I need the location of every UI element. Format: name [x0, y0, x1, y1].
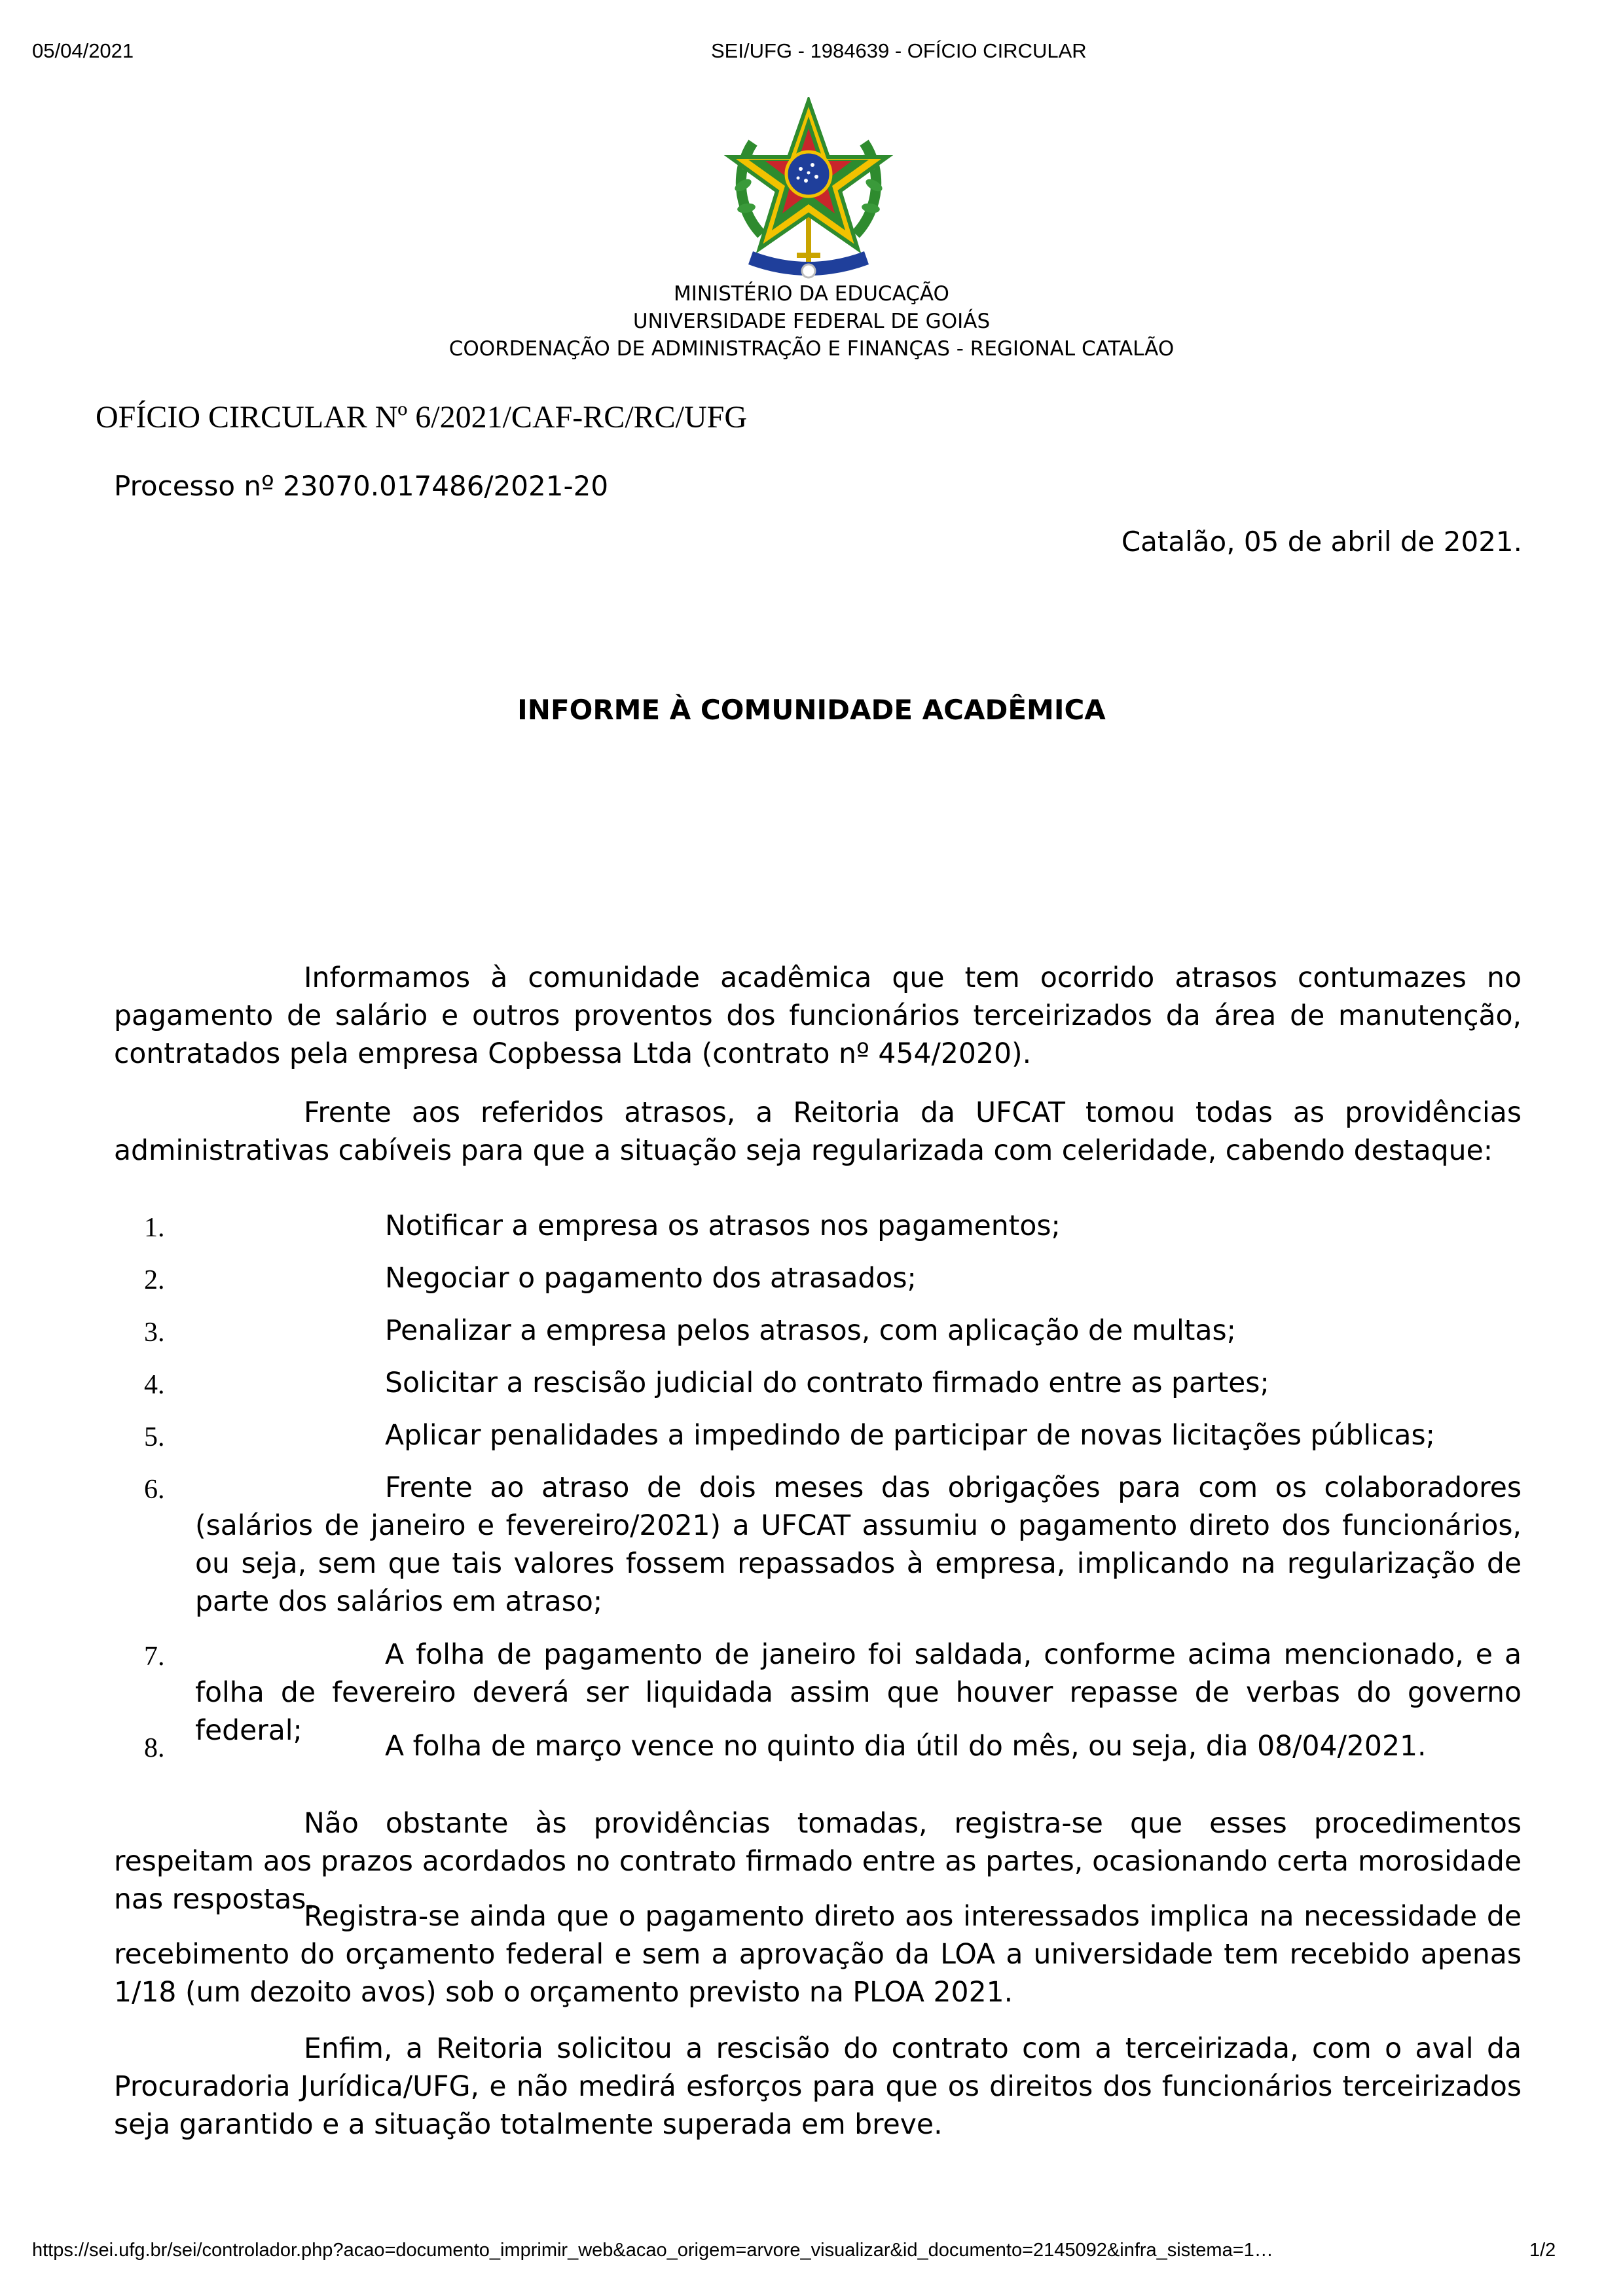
list-text: Aplicar penalidades a impedindo de participar de novas licitações públicas;	[385, 1420, 1435, 1452]
list-number: 2.	[144, 1265, 165, 1295]
document-title: OFÍCIO CIRCULAR Nº 6/2021/CAF-RC/RC/UFG	[96, 400, 748, 435]
list-item	[114, 1728, 1522, 1766]
list-number: 1.	[144, 1213, 165, 1243]
list-item	[114, 1208, 1522, 1246]
list-text: A folha de pagamento de janeiro foi saldada, conforme acima mencionado, e a folha de fevereiro deverá ser liquidada assim que houver repasse de verbas do governo federal;	[195, 1639, 1522, 1747]
list-number: 3.	[144, 1318, 165, 1348]
letterhead-coordination: COORDENAÇÃO DE ADMINISTRAÇÃO E FINANÇAS - REGIONAL CATALÃO	[448, 337, 1175, 361]
list-number: 7.	[144, 1641, 165, 1672]
letterhead-university: UNIVERSIDADE FEDERAL DE GOIÁS	[632, 310, 991, 333]
list-number: 6.	[144, 1475, 165, 1505]
list-text: Solicitar a rescisão judicial do contrato firmado entre as partes;	[385, 1367, 1269, 1399]
document-heading: INFORME À COMUNIDADE ACADÊMICA	[517, 694, 1106, 726]
print-date: 05/04/2021	[32, 39, 134, 62]
print-title: SEI/UFG - 1984639 - OFÍCIO CIRCULAR	[711, 39, 1087, 62]
list-item	[114, 1312, 1522, 1350]
list-item	[114, 1365, 1522, 1403]
brazil-coat-of-arms-icon	[723, 97, 894, 280]
list-text: Frente ao atraso de dois meses das obrigações para com os colaboradores (salários de janeiro e fevereiro/2021) a UFCAT assumiu o pagamento direto dos funcionários, ou seja, sem que tais valores fossem repassados à empresa, implicando na regularização de parte dos salários em atraso;	[195, 1472, 1522, 1618]
list-item	[114, 1417, 1522, 1455]
letterhead-ministry: MINISTÉRIO DA EDUCAÇÃO	[674, 282, 949, 306]
closing-paragraph: Não obstante às providências tomadas, registra-se que esses procedimentos respeitam aos prazos acordados no contrato firmado entre as partes, ocasionando certa morosidade nas respostas.	[114, 1808, 1522, 1916]
list-number: 5.	[144, 1422, 165, 1452]
list-item	[114, 1469, 1522, 1621]
print-footer-url: https://sei.ufg.br/sei/controlador.php?acao=documento_imprimir_web&acao_origem=arvore_visualizar&id_documento=2145092&infra_sistema=1…	[32, 2240, 1273, 2261]
list-text: Negociar o pagamento dos atrasados;	[385, 1263, 917, 1295]
list-text: Notificar a empresa os atrasos nos pagamentos;	[385, 1210, 1061, 1242]
dateline: Catalão, 05 de abril de 2021.	[1121, 526, 1522, 558]
list-number: 8.	[144, 1733, 165, 1763]
list-text: Penalizar a empresa pelos atrasos, com aplicação de multas;	[385, 1315, 1236, 1347]
print-page-number: 1/2	[1529, 2240, 1556, 2261]
list-item	[114, 1260, 1522, 1298]
intro-paragraph: Frente aos referidos atrasos, a Reitoria da UFCAT tomou todas as providências administrativas cabíveis para que a situação seja regularizada com celeridade, cabendo destaque:	[114, 1097, 1522, 1167]
intro-paragraph: Informamos à comunidade acadêmica que tem ocorrido atrasos contumazes no pagamento de salário e outros proventos dos funcionários terceirizados da área de manutenção, contratados pela empresa Copbessa Ltda (contrato nº 454/2020).	[114, 962, 1522, 1070]
closing-paragraph: Registra-se ainda que o pagamento direto aos interessados implica na necessidade de recebimento do orçamento federal e sem a aprovação da LOA a universidade tem recebido apenas 1/18 (um dezoito avos) sob o orçamento previsto na PLOA 2021.	[114, 1901, 1522, 2009]
list-number: 4.	[144, 1370, 165, 1400]
process-number: Processo nº 23070.017486/2021-20	[114, 470, 609, 502]
closing-paragraph: Enfim, a Reitoria solicitou a rescisão do contrato com a terceirizada, com o aval da Procuradoria Jurídica/UFG, e não medirá esforços para que os direitos dos funcionários terceirizados seja garantido e a situação totalmente superada em breve.	[114, 2033, 1522, 2141]
list-text: A folha de março vence no quinto dia útil do mês, ou seja, dia 08/04/2021.	[385, 1731, 1427, 1763]
